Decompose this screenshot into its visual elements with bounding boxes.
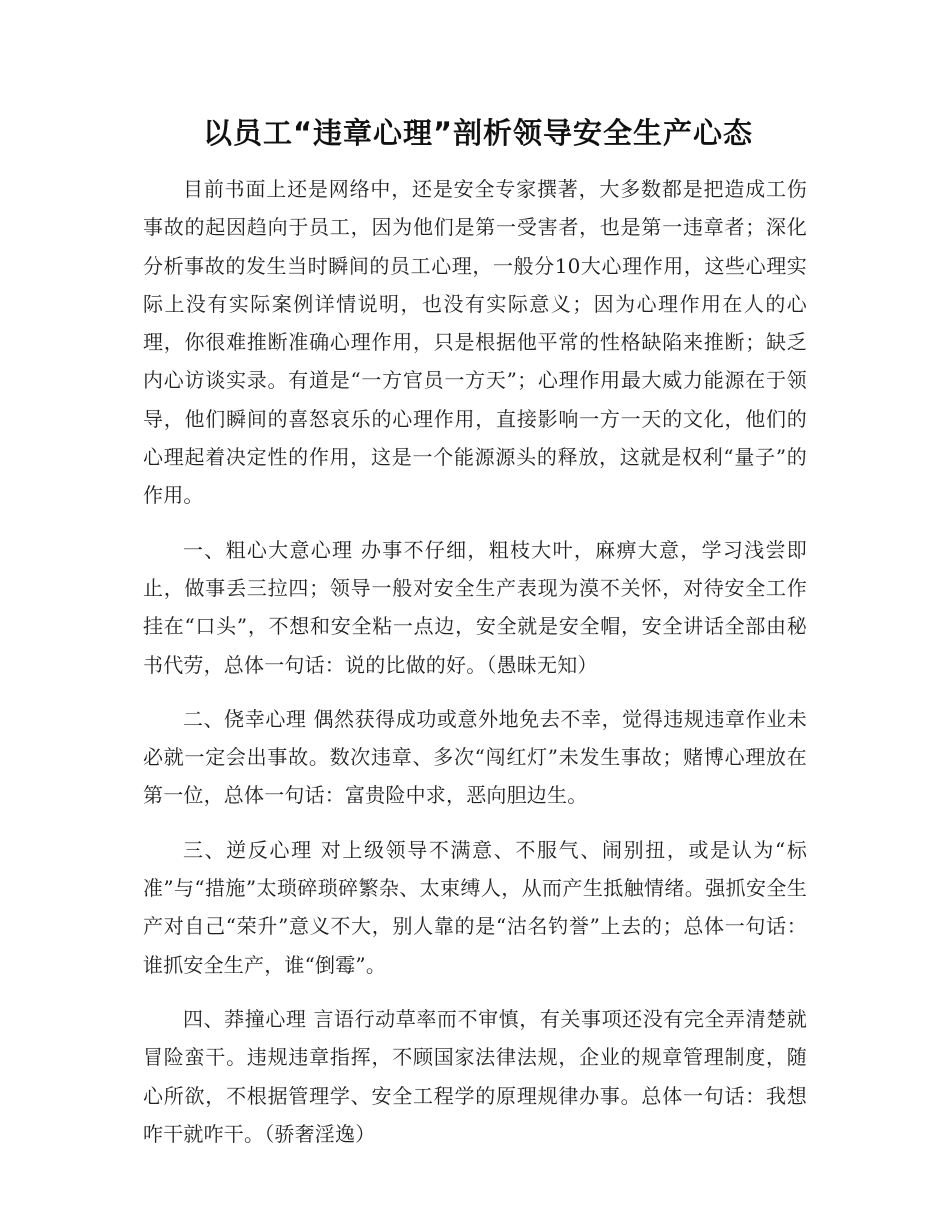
section-paragraph-reckless bbox=[143, 1000, 807, 1153]
section-heading-luck: 二、侥幸心理 bbox=[183, 706, 307, 731]
section-paragraph-careless bbox=[143, 531, 807, 684]
document-title: 以员工“违章心理”剖析领导安全生产心态 bbox=[202, 116, 754, 150]
intro-paragraph-text: 目前书面上还是网络中，还是安全专家撰著，大多数都是把造成工伤事故的起因趋向于员工，因为他们是第一受害者，也是第一违章者；深化分析事故的发生当时瞬间的员工心理，一般分10大心理作用，这些心理实际上没有实际案例详情说明，也没有实际意义；因为心理作用在人的心理，你很难推断准确心理作用，只是根据他平常的性格缺陷来推断；缺乏内心访谈实录。有道是“一方官员一方天”；心理作用最大威力能源在于领导，他们瞬间的喜怒哀乐的心理作用，直接影响一方一天的文化，他们的心理起着决定性的作用，这是一个能源源头的释放，这就是权利“量子”的作用。 bbox=[143, 177, 807, 508]
section-heading-rebellious: 三、逆反心理 bbox=[183, 837, 313, 862]
intro-paragraph bbox=[143, 170, 807, 515]
section-heading-careless: 一、粗心大意心理 bbox=[183, 537, 354, 562]
section-text-careless: 办事不仔细，粗枝大叶，麻痹大意，学习浅尝即止，做事丢三拉四；领导一般对安全生产表现为漠不关怀，对待安全工作挂在“口头”，不想和安全粘一点边，安全就是安全帽，安全讲话全部由秘书代劳，总体一句话：说的比做的好。（愚昧无知） bbox=[143, 537, 807, 677]
section-text-rebellious: 对上级领导不满意、不服气、闹别扭，或是认为“标准”与“措施”太琐碎琐碎繁杂、太束缚人，从而产生抵触情绪。强抓安全生产对自己“荣升”意义不大，别人靠的是“沽名钓誉”上去的；总体一句话：谁抓安全生产，谁“倒霉”。 bbox=[143, 837, 808, 977]
section-paragraph-rebellious bbox=[143, 831, 807, 984]
section-paragraph-luck bbox=[143, 700, 807, 815]
section-text-reckless: 言语行动草率而不审慎，有关事项还没有完全弄清楚就冒险蛮干。违规违章指挥，不顾国家法律法规，企业的规章管理制度，随心所欲，不根据管理学、安全工程学的原理规律办事。总体一句话：我想咋干就咋干。（骄奢淫逸） bbox=[143, 1006, 807, 1146]
document-page bbox=[143, 108, 807, 1153]
section-heading-reckless: 四、莽撞心理 bbox=[183, 1006, 307, 1031]
section-text-luck: 偶然获得成功或意外地免去不幸，觉得违规违章作业未必就一定会出事故。数次违章、多次“闯红灯”未发生事故；赌博心理放在第一位，总体一句话：富贵险中求，恶向胆边生。 bbox=[143, 706, 807, 808]
